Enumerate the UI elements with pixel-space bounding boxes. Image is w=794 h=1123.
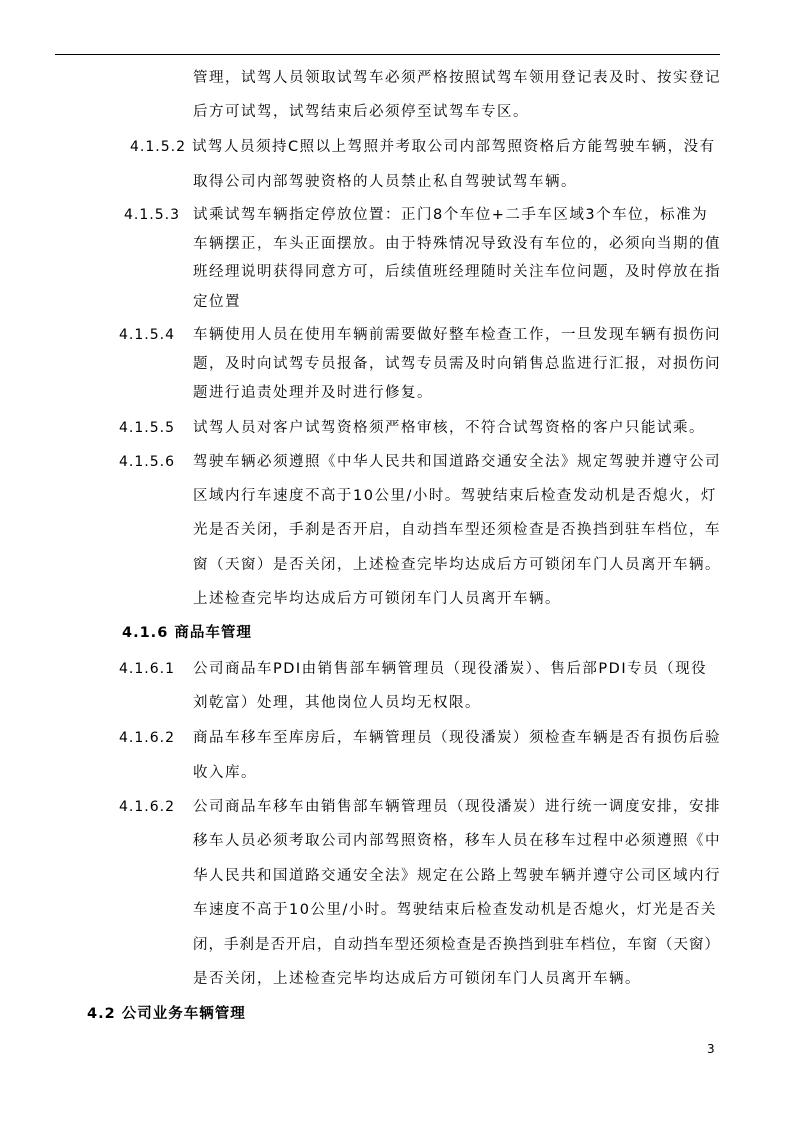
- paragraph-line: 是否关闭，上述检查完毕均达成后方可锁闭车门人员离开车辆。: [193, 971, 641, 987]
- paragraph-line: 华人民共和国道路交通安全法》规定在公路上驾驶车辆并遵守公司区域内行: [193, 868, 721, 884]
- section-number: 4.1.5.3: [124, 207, 180, 223]
- paragraph-line: 取得公司内部驾驶资格的人员禁止私自驾驶试驾车辆。: [193, 174, 577, 190]
- section-number: 4.1.6.2: [119, 730, 175, 746]
- paragraph-line: 题进行追责处理并及时进行修复。: [193, 385, 433, 401]
- paragraph-line: 班经理说明获得同意方可，后续值班经理随时关注车位问题，及时停放在指: [193, 264, 721, 280]
- paragraph-line: 光是否关闭，手刹是否开启，自动挡车型还须检查是否换挡到驻车档位，车: [193, 522, 721, 538]
- paragraph-line: 公司商品车移车由销售部车辆管理员（现役潘炭）进行统一调度安排，安排: [193, 799, 721, 815]
- paragraph-line: 刘乾富）处理，其他岗位人员均无权限。: [193, 695, 481, 711]
- paragraph-line: 车速度不高于10公里/小时。驾驶结束后检查发动机是否熄火，灯光是否关: [193, 902, 717, 918]
- header-rule: [55, 54, 720, 55]
- paragraph-line: 公司商品车PDI由销售部车辆管理员（现役潘炭）、售后部PDI专员（现役: [193, 661, 708, 677]
- paragraph-line: 上述检查完毕均达成后方可锁闭车门人员离开车辆。: [193, 591, 561, 607]
- section-number: 4.1.5.4: [119, 327, 175, 343]
- section-number: 4.1.5.6: [119, 454, 175, 470]
- paragraph-line: 试驾人员须持C照以上驾照并考取公司内部驾照资格后方能驾驶车辆，没有: [192, 139, 716, 155]
- paragraph-line: 移车人员必须考取公司内部驾照资格，移车人员在移车过程中必须遵照《中: [193, 833, 721, 849]
- paragraph-line: 驾驶车辆必须遵照《中华人民共和国道路交通安全法》规定驾驶并遵守公司: [193, 454, 721, 470]
- section-heading: 4.2 公司业务车辆管理: [87, 1006, 246, 1022]
- paragraph-line: 区域内行车速度不高于10公里/小时。驾驶结束后检查发动机是否熄火，灯: [193, 488, 717, 504]
- paragraph-line: 后方可试驾，试驾结束后必须停至试驾车专区。: [193, 104, 529, 120]
- paragraph-line: 试乘试驾车辆指定停放位置：正门8个车位+二手车区域3个车位，标准为: [193, 207, 709, 223]
- section-number: 4.1.5.2: [130, 139, 186, 155]
- section-number: 4.1.6.1: [119, 661, 175, 677]
- paragraph-line: 商品车移车至库房后，车辆管理员（现役潘炭）须检查车辆是否有损伤后验: [193, 730, 721, 746]
- paragraph-line: 车辆摆正，车头正面摆放。由于特殊情况导致没有车位的，必须向当期的值: [193, 236, 721, 252]
- paragraph-line: 窗（天窗）是否关闭，上述检查完毕均达成后方可锁闭车门人员离开车辆。: [193, 557, 721, 573]
- paragraph-line: 管理，试驾人员领取试驾车必须严格按照试驾车领用登记表及时、按实登记: [193, 70, 721, 86]
- paragraph-line: 闭，手刹是否开启，自动挡车型还须检查是否换挡到驻车档位，车窗（天窗）: [193, 937, 720, 953]
- section-heading: 4.1.6 商品车管理: [122, 625, 252, 641]
- section-number: 4.1.6.2: [119, 799, 175, 815]
- paragraph-line: 车辆使用人员在使用车辆前需要做好整车检查工作，一旦发现车辆有损伤问: [193, 327, 721, 343]
- paragraph-line: 题，及时向试驾专员报备，试驾专员需及时向销售总监进行汇报，对损伤问: [193, 356, 721, 372]
- page-number: 3: [707, 1042, 715, 1056]
- section-number: 4.1.5.5: [119, 420, 175, 436]
- paragraph-line: 定位置: [193, 294, 241, 310]
- paragraph-line: 试驾人员对客户试驾资格须严格审核，不符合试驾资格的客户只能试乘。: [193, 420, 705, 436]
- paragraph-line: 收入库。: [193, 765, 257, 781]
